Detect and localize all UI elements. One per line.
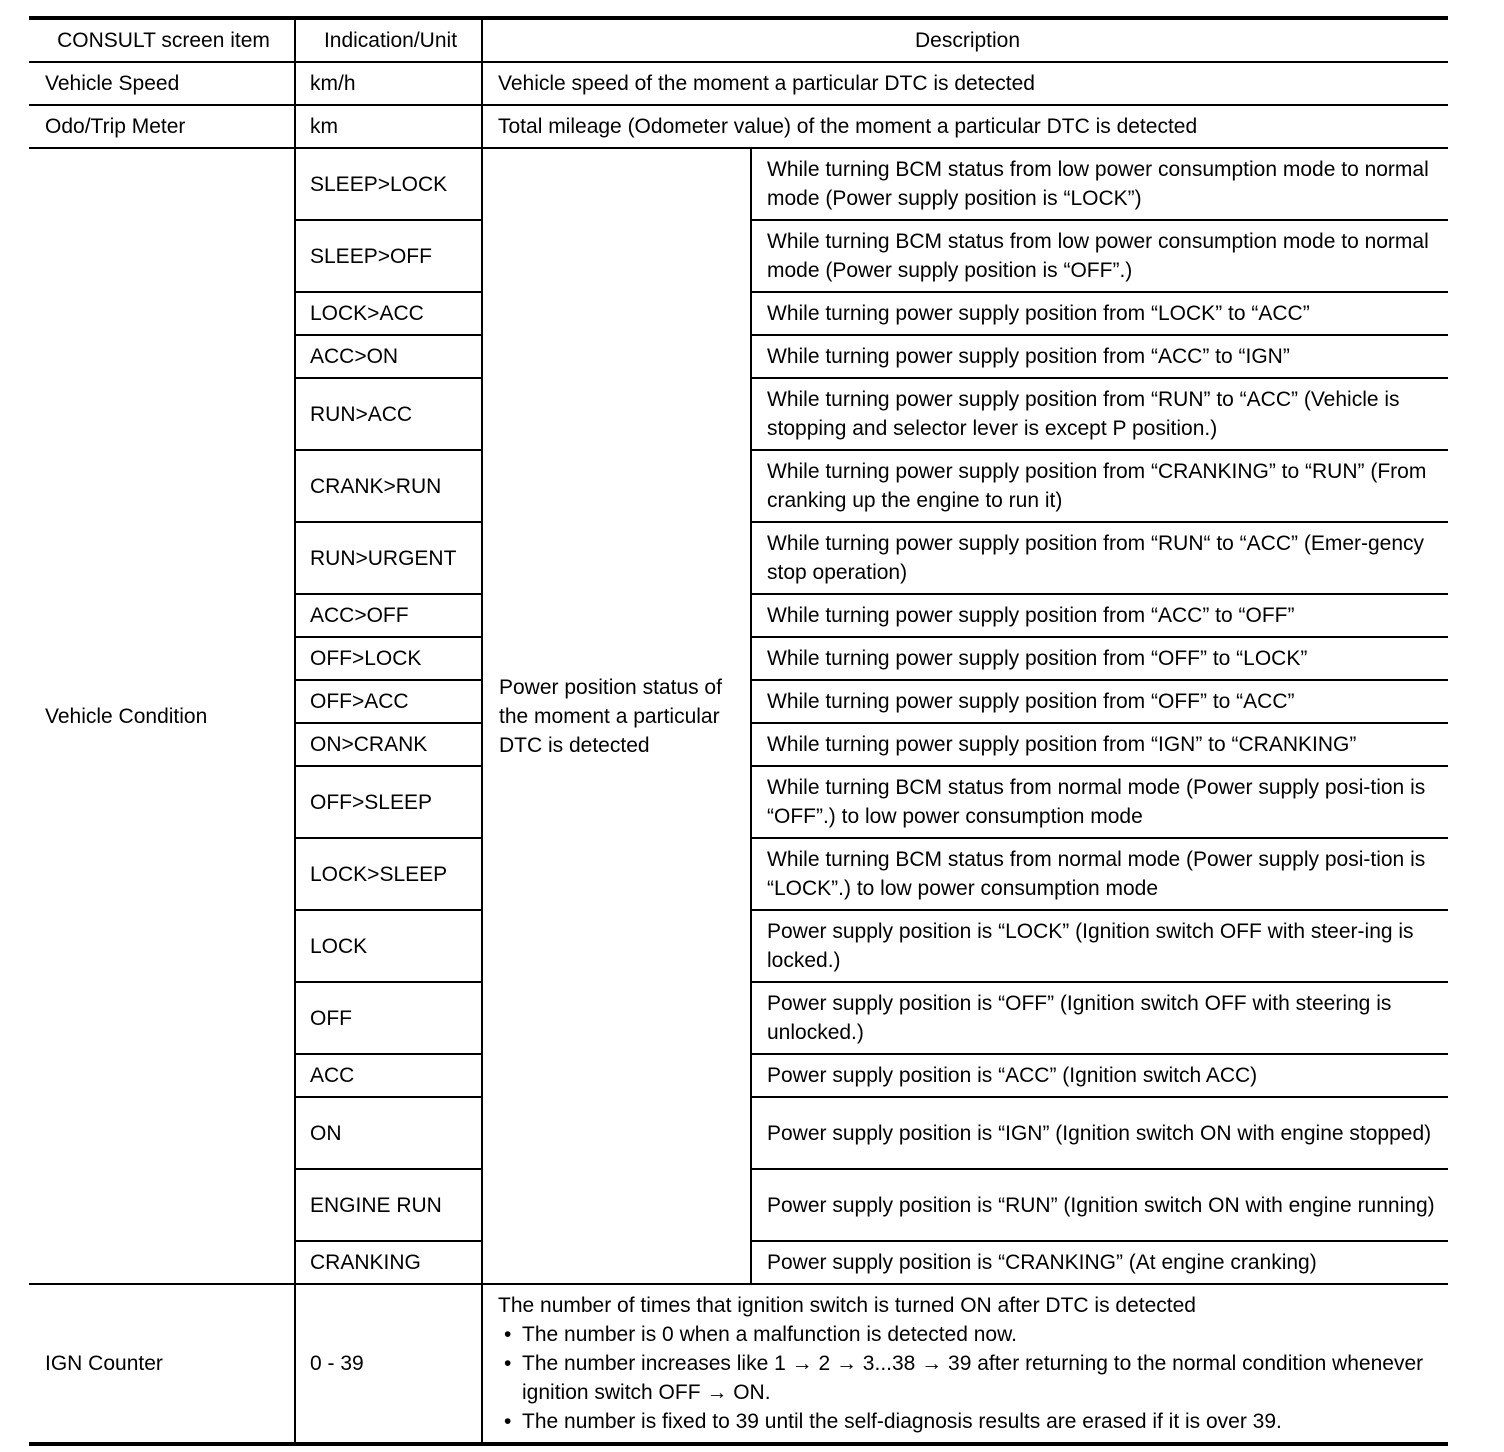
condition-description: While turning power supply position from “IGN” to “CRANKING” [751,723,1448,766]
desc-ign-counter [482,1284,1448,1444]
bullet-item: • The number is fixed to 39 until the self-diagnosis results are erased if it is over 39. [498,1407,1436,1436]
ign-counter-intro: The number of times that ignition switch is turned ON after DTC is detected [498,1294,1196,1317]
condition-description: While turning power supply position from “ACC” to “IGN” [751,335,1448,378]
condition-description: Power supply position is “RUN” (Ignition switch ON with engine running) [751,1169,1448,1241]
condition-code: OFF>SLEEP [295,766,482,838]
condition-code: ACC>OFF [295,594,482,637]
condition-code: LOCK [295,910,482,982]
condition-description: While turning BCM status from low power consumption mode to normal mode (Power supply position is “LOCK”) [751,148,1448,220]
ign-counter-bullets [498,1320,1436,1436]
header-description: Description [482,18,1448,62]
condition-code: OFF [295,982,482,1054]
condition-code: LOCK>SLEEP [295,838,482,910]
condition-description: While turning power supply position from “RUN” to “ACC” (Vehicle is stopping and selector lever is except P position.) [751,378,1448,450]
condition-description: Power supply position is “ACC” (Ignition switch ACC) [751,1054,1448,1097]
condition-code: SLEEP>OFF [295,220,482,292]
header-screen-item: CONSULT screen item [29,18,295,62]
item-vehicle-condition: Vehicle Condition [29,148,295,1284]
condition-code: LOCK>ACC [295,292,482,335]
header-indication-unit: Indication/Unit [295,18,482,62]
condition-description: While turning power supply position from “CRANKING” to “RUN” (From cranking up the engine to run it) [751,450,1448,522]
condition-description: Power supply position is “CRANKING” (At engine cranking) [751,1241,1448,1284]
condition-description: Power supply position is “LOCK” (Ignition switch OFF with steer-ing is locked.) [751,910,1448,982]
condition-status-description: Power position status of the moment a particular DTC is detected [482,148,751,1284]
condition-description: While turning power supply position from “ACC” to “OFF” [751,594,1448,637]
condition-description: Power supply position is “OFF” (Ignition switch OFF with steering is unlocked.) [751,982,1448,1054]
item-vehicle-speed: Vehicle Speed [29,62,295,105]
condition-code: ACC>ON [295,335,482,378]
condition-code: ON [295,1097,482,1169]
condition-description: While turning BCM status from normal mode (Power supply posi-tion is “OFF”.) to low power consumption mode [751,766,1448,838]
condition-code: CRANKING [295,1241,482,1284]
item-odo-trip-meter: Odo/Trip Meter [29,105,295,148]
condition-description: While turning BCM status from normal mode (Power supply posi-tion is “LOCK”.) to low power consumption mode [751,838,1448,910]
condition-description: While turning power supply position from “RUN“ to “ACC” (Emer-gency stop operation) [751,522,1448,594]
condition-code: RUN>ACC [295,378,482,450]
condition-description: While turning power supply position from “OFF” to “LOCK” [751,637,1448,680]
unit-odo-trip-meter: km [295,105,482,148]
condition-description: While turning BCM status from low power consumption mode to normal mode (Power supply position is “OFF”.) [751,220,1448,292]
item-ign-counter: IGN Counter [29,1284,295,1444]
consult-table [29,16,1448,1446]
condition-description: Power supply position is “IGN” (Ignition switch ON with engine stopped) [751,1097,1448,1169]
condition-code: CRANK>RUN [295,450,482,522]
bullet-item: • The number is 0 when a malfunction is detected now. [498,1320,1436,1349]
bullet-item: • The number increases like 1 → 2 → 3...38 → 39 after returning to the normal condition whenever ignition switch OFF → ON. [498,1349,1436,1407]
table-row [29,105,1448,148]
unit-ign-counter: 0 - 39 [295,1284,482,1444]
condition-code: ON>CRANK [295,723,482,766]
table-row [29,1284,1448,1444]
desc-vehicle-speed: Vehicle speed of the moment a particular DTC is detected [482,62,1448,105]
table-row [29,62,1448,105]
table-row [29,148,1448,220]
header-row [29,18,1448,62]
condition-code: OFF>LOCK [295,637,482,680]
condition-code: SLEEP>LOCK [295,148,482,220]
condition-code: ACC [295,1054,482,1097]
condition-code: OFF>ACC [295,680,482,723]
condition-description: While turning power supply position from “LOCK” to “ACC” [751,292,1448,335]
condition-code: ENGINE RUN [295,1169,482,1241]
condition-description: While turning power supply position from “OFF” to “ACC” [751,680,1448,723]
condition-code: RUN>URGENT [295,522,482,594]
unit-vehicle-speed: km/h [295,62,482,105]
desc-odo-trip-meter: Total mileage (Odometer value) of the moment a particular DTC is detected [482,105,1448,148]
